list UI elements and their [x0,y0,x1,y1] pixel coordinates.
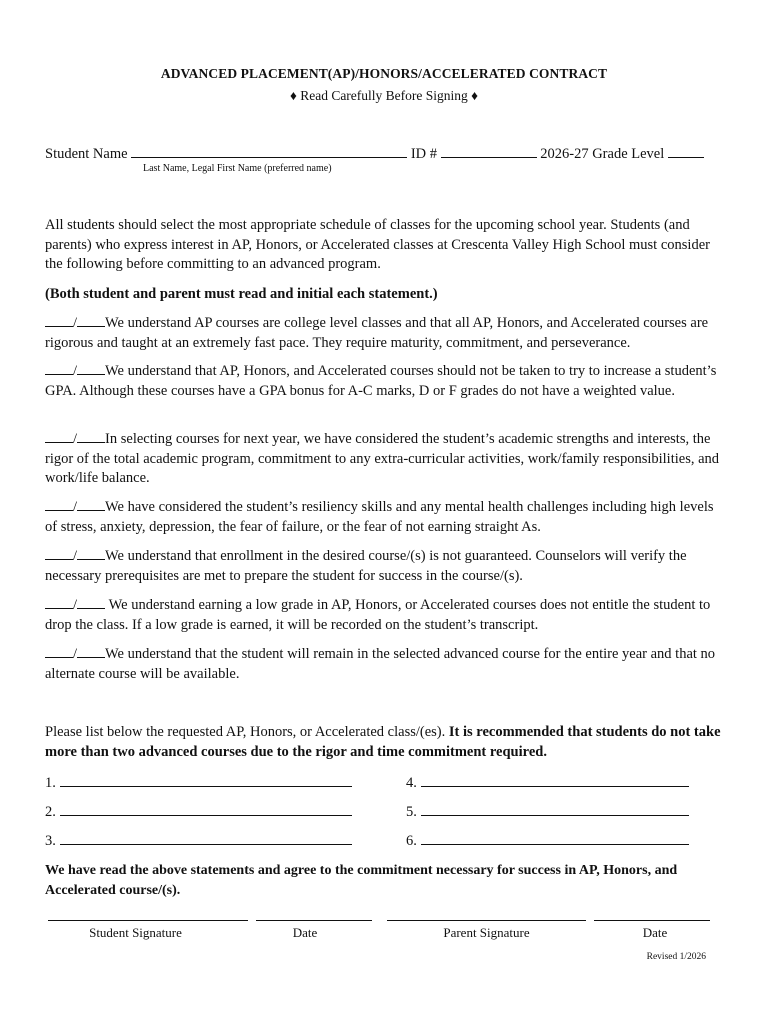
revision-note: Revised 1/2026 [646,952,706,962]
course-field[interactable] [421,773,689,787]
student-info-row [45,144,704,163]
student-signature-label: Student Signature [89,925,182,940]
statement-6: / We understand earning a low grade in AP, Honors, or Accelerated courses does not entitle the student to drop the class. If a low grade is earned, it will be recorded on the student’s transcript. [45,597,711,633]
student-initial-field[interactable] [45,362,73,375]
statement-text: We understand that the student will remain in the selected advanced course for the entire year and that no alternate course will be available. [45,646,716,682]
parent-initial-field[interactable] [77,314,105,327]
student-initial-field[interactable] [45,430,73,443]
parent-date-line[interactable] [594,919,710,921]
statement-5: / We understand that enrollment in the desired course/(s) is not guaranteed. Counselors will verify the necessary prerequisites are met to prepare the student for success in the course/(s). [45,548,687,584]
course-number: 6. [406,833,417,849]
course-number: 4. [406,775,417,791]
parent-initial-field[interactable] [77,547,105,560]
student-date-label: Date [292,925,318,940]
student-date-line[interactable] [256,919,372,921]
student-name-hint: Last Name, Legal First Name (preferred name) [143,163,332,174]
student-name-field[interactable] [131,144,407,158]
intro-paragraph: All students should select the most appropriate schedule of classes for the upcoming school year. Students (and parents) who express interest in AP, Honors, or Accelerated classes at Crescenta Valley High School must consider the following before committing to an advanced program. [45,217,710,272]
parent-initial-field[interactable] [77,430,105,443]
id-label: ID # [410,146,437,162]
parent-signature-line[interactable] [387,919,586,921]
course-number: 2. [45,804,56,820]
course-entry-2 [45,802,352,821]
grade-level-field[interactable] [668,144,704,158]
statement-text: In selecting courses for next year, we have considered the student’s academic strengths and interests, the rigor of the total academic program, commitment to any extra-curricular activities, work/family responsibilities, and work/life balance. [45,431,720,486]
parent-initial-field[interactable] [77,596,105,609]
course-field[interactable] [421,802,689,816]
student-initial-field[interactable] [45,547,73,560]
parent-signature-label: Parent Signature [443,925,530,940]
agreement-text: We have read the above statements and agree to the commitment necessary for success in AP, Honors, and Accelerated course/(s). [45,863,678,898]
course-recommendation: It is recommended that students do not take more than two advanced courses due to the rigor and time commitment required. [45,724,721,760]
course-number: 1. [45,775,56,791]
parent-date-label: Date [642,925,668,940]
parent-initial-field[interactable] [77,362,105,375]
student-initial-field[interactable] [45,596,73,609]
student-initial-field[interactable] [45,645,73,658]
instruction-text: (Both student and parent must read and initial each statement.) [45,286,438,302]
course-number: 3. [45,833,56,849]
parent-initial-field[interactable] [77,645,105,658]
statement-1: / We understand AP courses are college level classes and that all AP, Honors, and Accelerated courses are rigorous and taught at an extremely fast pace. They require maturity, commitment, and perseverance. [45,315,709,351]
course-number: 5. [406,804,417,820]
course-field[interactable] [60,831,352,845]
statement-2: / We understand that AP, Honors, and Accelerated courses should not be taken to try to increase a student’s GPA. Although these courses have a GPA bonus for A-C marks, D or F grades do not have a weighted value. [45,363,717,399]
course-entry-1 [45,773,352,792]
course-request-paragraph [45,723,723,762]
course-entry-3 [45,831,352,850]
student-initial-field[interactable] [45,314,73,327]
course-entry-6 [406,831,689,850]
student-initial-field[interactable] [45,498,73,511]
student-signature-line[interactable] [48,919,248,921]
statement-7: / We understand that the student will remain in the selected advanced course for the entire year and that no alternate course will be available. [45,646,716,682]
statement-text: We understand that AP, Honors, and Accelerated courses should not be taken to try to increase a student’s GPA. Although these courses have a GPA bonus for A-C marks, D or F grades do not have a weighted value. [45,363,717,399]
statement-3: / In selecting courses for next year, we have considered the student’s academic strengths and interests, the rigor of the total academic program, commitment to any extra-curricular activities, work/family responsibilities, and work/life balance. [45,431,720,486]
course-request-text: Please list below the requested AP, Honors, or Accelerated class/(es). [45,724,446,740]
page-subtitle: ♦ Read Carefully Before Signing ♦ [289,88,479,103]
statement-4: / We have considered the student’s resiliency skills and any mental health challenges including high levels of stress, anxiety, depression, the fear of failure, or the fear of not earning straight As. [45,499,714,535]
course-field[interactable] [421,831,689,845]
grade-level-label: 2026-27 Grade Level [540,146,665,162]
statement-text: We understand earning a low grade in AP, Honors, or Accelerated courses does not entitle the student to drop the class. If a low grade is earned, it will be recorded on the student’s transcript. [45,597,711,633]
course-entry-5 [406,802,689,821]
page-title: ADVANCED PLACEMENT(AP)/HONORS/ACCELERATED CONTRACT [160,66,608,81]
course-field[interactable] [60,773,352,787]
statement-text: We understand that enrollment in the desired course/(s) is not guaranteed. Counselors will verify the necessary prerequisites are met to prepare the student for success in the course/(s). [45,548,687,584]
student-name-label: Student Name [45,146,128,162]
course-field[interactable] [60,802,352,816]
parent-initial-field[interactable] [77,498,105,511]
course-entry-4 [406,773,689,792]
id-field[interactable] [441,144,537,158]
statement-text: We have considered the student’s resiliency skills and any mental health challenges including high levels of stress, anxiety, depression, the fear of failure, or the fear of not earning straight As. [45,499,714,535]
statement-text: We understand AP courses are college level classes and that all AP, Honors, and Accelerated courses are rigorous and taught at an extremely fast pace. They require maturity, commitment, and perseverance. [45,315,709,351]
